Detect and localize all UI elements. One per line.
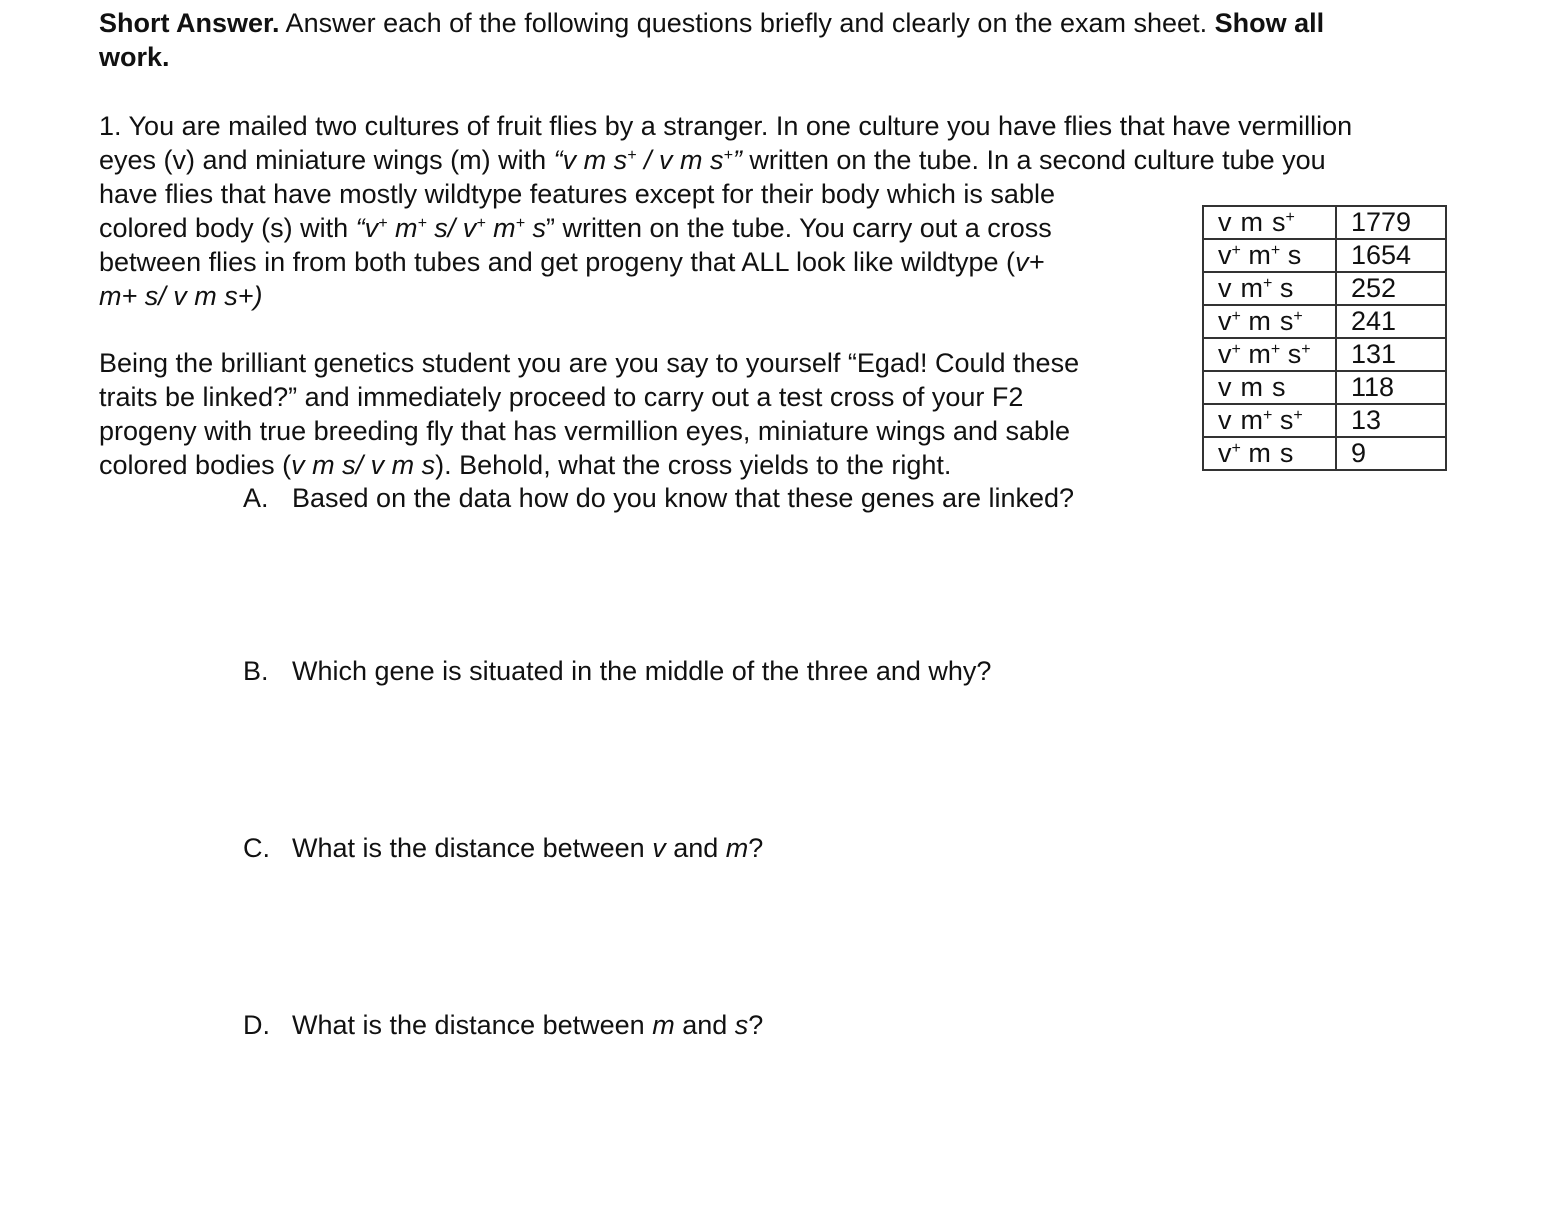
genotype-cell: v+ m+ s bbox=[1203, 239, 1336, 272]
q1-line-1: 1. You are mailed two cultures of fruit flies by a stranger. In one culture you have flies that have vermillion bbox=[99, 111, 1353, 141]
count-cell: 9 bbox=[1336, 437, 1446, 470]
test-cross-paragraph bbox=[99, 346, 1189, 482]
count-cell: 131 bbox=[1336, 338, 1446, 371]
question-b bbox=[243, 654, 1243, 688]
instructions bbox=[99, 6, 1469, 74]
question-a-text: Based on the data how do you know that these genes are linked? bbox=[292, 483, 1075, 513]
table-row bbox=[1203, 305, 1446, 338]
table-row bbox=[1203, 239, 1446, 272]
para2-line-4: colored bodies (v m s/ v m s). Behold, what the cross yields to the right. bbox=[99, 450, 952, 480]
question-c bbox=[243, 831, 1243, 865]
question-d-letter: D. bbox=[243, 1010, 270, 1040]
question-c-letter: C. bbox=[243, 833, 270, 863]
table-row bbox=[1203, 272, 1446, 305]
table-row bbox=[1203, 371, 1446, 404]
question-b-letter: B. bbox=[243, 656, 269, 686]
genotype-cell: v m s+ bbox=[1203, 206, 1336, 239]
question-a-letter: A. bbox=[243, 483, 269, 513]
table-row bbox=[1203, 338, 1446, 371]
genotype-cell: v m+ s+ bbox=[1203, 404, 1336, 437]
question-d-text: What is the distance between m and s? bbox=[292, 1010, 764, 1040]
q1-line-4: colored body (s) with “v+ m+ s/ v+ m+ s” written on the tube. You carry out a cross bbox=[99, 213, 1052, 243]
table-row bbox=[1203, 437, 1446, 470]
q1-line-6: m+ s/ v m s+) bbox=[99, 281, 263, 311]
para2-line-2: traits be linked?” and immediately proceed to carry out a test cross of your F2 bbox=[99, 382, 1024, 412]
count-cell: 252 bbox=[1336, 272, 1446, 305]
genotype-cell: v+ m s+ bbox=[1203, 305, 1336, 338]
para2-line-3: progeny with true breeding fly that has vermillion eyes, miniature wings and sable bbox=[99, 416, 1071, 446]
count-cell: 118 bbox=[1336, 371, 1446, 404]
question-d bbox=[243, 1008, 1243, 1042]
genotype-cell: v+ m s bbox=[1203, 437, 1336, 470]
table-row bbox=[1203, 206, 1446, 239]
count-cell: 13 bbox=[1336, 404, 1446, 437]
table-row bbox=[1203, 404, 1446, 437]
instructions-text: Answer each of the following questions briefly and clearly on the exam sheet. bbox=[279, 8, 1215, 38]
q1-line-5: between flies in from both tubes and get progeny that ALL look like wildtype (v+ bbox=[99, 247, 1045, 277]
genotype-cell: v m+ s bbox=[1203, 272, 1336, 305]
short-answer-heading: Short Answer. bbox=[99, 8, 280, 38]
genotype-cell: v m s bbox=[1203, 371, 1336, 404]
genotype-cell: v+ m+ s+ bbox=[1203, 338, 1336, 371]
question-1-wrapped-lines bbox=[99, 177, 1189, 313]
question-b-text: Which gene is situated in the middle of the three and why? bbox=[292, 656, 992, 686]
count-cell: 1654 bbox=[1336, 239, 1446, 272]
show-all-work-1: Show all bbox=[1214, 8, 1325, 38]
count-cell: 1779 bbox=[1336, 206, 1446, 239]
q1-line-3: have flies that have mostly wildtype features except for their body which is sable bbox=[99, 179, 1055, 209]
show-all-work-2: work. bbox=[99, 42, 170, 72]
question-a bbox=[243, 481, 1243, 515]
question-c-text: What is the distance between v and m? bbox=[292, 833, 764, 863]
para2-line-1: Being the brilliant genetics student you are you say to yourself “Egad! Could these bbox=[99, 348, 1080, 378]
progeny-table bbox=[1202, 205, 1447, 471]
question-1-full-lines bbox=[99, 109, 1499, 177]
q1-line-2: eyes (v) and miniature wings (m) with “v m s+ / v m s+” written on the tube. In a second culture tube you bbox=[99, 145, 1326, 175]
count-cell: 241 bbox=[1336, 305, 1446, 338]
